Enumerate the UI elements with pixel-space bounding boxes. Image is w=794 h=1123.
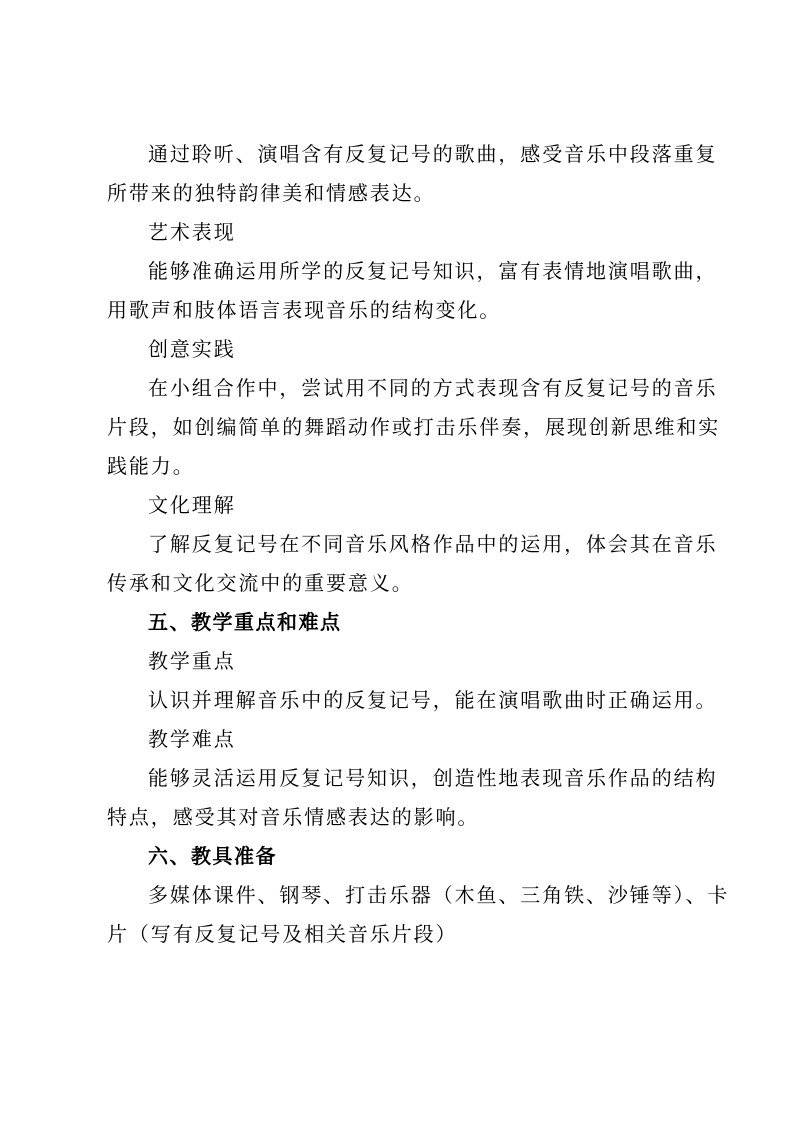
paragraph-line: 片段，如创编简单的舞蹈动作或打击乐伴奏，展现创新思维和实 [107,415,721,439]
paragraph-line: 特点，感受其对音乐情感表达的影响。 [107,805,480,829]
paragraph-line: 认识并理解音乐中的反复记号，能在演唱歌曲时正确运用。 [148,688,718,712]
paragraph-line: 多媒体课件、钢琴、打击乐器（木鱼、三角铁、沙锤等）、卡 [148,883,730,907]
subheading-art-expression: 艺术表现 [148,220,236,244]
paragraph-line: 所带来的独特韵律美和情感表达。 [107,181,436,205]
section-heading-key-points: 五、教学重点和难点 [148,610,342,634]
paragraph-line: 在小组合作中，尝试用不同的方式表现含有反复记号的音乐 [148,376,718,400]
subheading-cultural-understanding: 文化理解 [148,493,236,517]
paragraph-line: 能够准确运用所学的反复记号知识，富有表情地演唱歌曲， [148,259,718,283]
subheading-teaching-focus: 教学重点 [148,649,236,673]
paragraph-line: 用歌声和肢体语言表现音乐的结构变化。 [107,298,502,322]
paragraph-line: 能够灵活运用反复记号知识，创造性地表现音乐作品的结构 [148,766,718,790]
paragraph-line: 了解反复记号在不同音乐风格作品中的运用，体会其在音乐 [148,532,718,556]
paragraph-line: 片（写有反复记号及相关音乐片段） [107,922,458,946]
paragraph-line: 通过聆听、演唱含有反复记号的歌曲，感受音乐中段落重复 [148,142,718,166]
paragraph-line: 践能力。 [107,454,195,478]
subheading-teaching-difficulty: 教学难点 [148,727,236,751]
subheading-creative-practice: 创意实践 [148,337,236,361]
section-heading-teaching-aids: 六、教具准备 [148,844,277,868]
paragraph-line: 传承和文化交流中的重要意义。 [107,571,414,595]
